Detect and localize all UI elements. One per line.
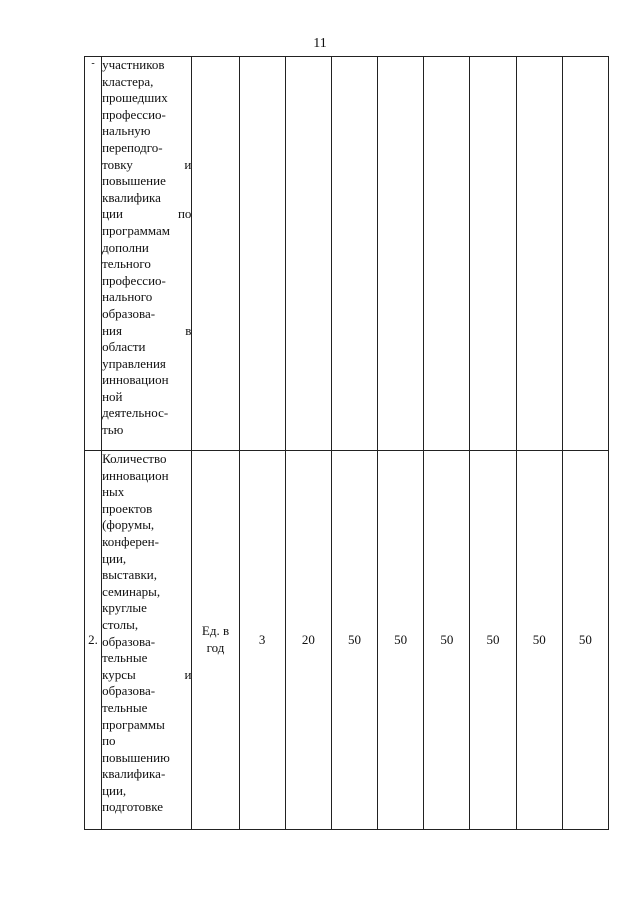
unit-cell — [192, 57, 239, 451]
name-line: ции, — [102, 782, 127, 798]
name-line: по — [102, 733, 116, 749]
name-line: переподго- — [102, 139, 163, 155]
name-line: программы — [102, 716, 165, 732]
row-number-cell — [85, 57, 102, 451]
name-line: повышению — [102, 749, 170, 765]
name-line: нальную — [102, 123, 151, 139]
name-line: семинары, — [102, 583, 161, 599]
name-line: прошедших — [102, 90, 168, 106]
name-line: Количество — [102, 451, 167, 466]
name-line: проектов — [102, 500, 153, 516]
name-line: программам — [102, 222, 170, 238]
name-line: квалифика — [102, 189, 161, 205]
name-line: образова- — [102, 305, 156, 321]
name-line: столы, — [102, 616, 139, 632]
value-cell: 50 — [562, 451, 608, 830]
value-cell — [470, 57, 516, 451]
row-number: - — [91, 58, 95, 69]
value-cell: 50 — [424, 451, 470, 830]
name-line: области — [102, 339, 146, 355]
name-line: образова- — [102, 633, 156, 649]
value-cell — [562, 57, 608, 451]
name-line: профессио- — [102, 106, 166, 122]
indicator-name-cell — [102, 57, 192, 451]
name-line: конферен- — [102, 533, 159, 549]
table-row — [85, 451, 609, 830]
value-cell — [285, 57, 331, 451]
name-line: ции по — [102, 206, 192, 222]
name-line: курсы и — [102, 666, 192, 682]
name-line: инновацион — [102, 467, 169, 483]
name-line: тельные — [102, 699, 148, 715]
value-cell: 20 — [285, 451, 331, 830]
value-cell: 50 — [470, 451, 516, 830]
name-line: выставки, — [102, 567, 157, 583]
name-line: подготовке — [102, 799, 164, 815]
name-line: квалифика- — [102, 766, 166, 782]
name-line: (форумы, — [102, 517, 155, 533]
row-number: 2. — [85, 451, 102, 830]
name-line: товку и — [102, 156, 192, 172]
name-line: инновацион — [102, 372, 169, 388]
value-cell: 50 — [516, 451, 562, 830]
value-cell: 3 — [239, 451, 285, 830]
unit-cell — [192, 451, 239, 830]
table-row — [85, 57, 609, 451]
page-number: 11 — [313, 36, 327, 51]
value-cell — [516, 57, 562, 451]
value-cell — [424, 57, 470, 451]
name-line: ных — [102, 484, 125, 500]
name-line: профессио- — [102, 272, 166, 288]
unit-label: Ед. в — [201, 623, 230, 639]
name-line: ной — [102, 388, 123, 404]
name-line: тельные — [102, 650, 148, 666]
value-cell — [378, 57, 424, 451]
value-cell: 50 — [331, 451, 377, 830]
name-line: тельного — [102, 256, 151, 272]
value-cell — [331, 57, 377, 451]
name-line: кластера, — [102, 73, 154, 89]
indicators-table — [84, 56, 609, 830]
name-line: деятельнос- — [102, 405, 169, 421]
name-line: управления — [102, 355, 166, 371]
name-line: ния в — [102, 322, 192, 338]
name-line: дополни — [102, 239, 149, 255]
name-line: круглые — [102, 600, 147, 616]
name-line: ции, — [102, 550, 127, 566]
value-cell — [239, 57, 285, 451]
name-line: повышение — [102, 173, 166, 189]
name-line: образова- — [102, 683, 156, 699]
indicator-name-cell — [102, 451, 192, 830]
value-cell: 50 — [378, 451, 424, 830]
name-line: нального — [102, 289, 153, 305]
name-line: участников — [102, 57, 165, 72]
unit-label: год — [206, 640, 225, 655]
name-line: тью — [102, 422, 124, 438]
